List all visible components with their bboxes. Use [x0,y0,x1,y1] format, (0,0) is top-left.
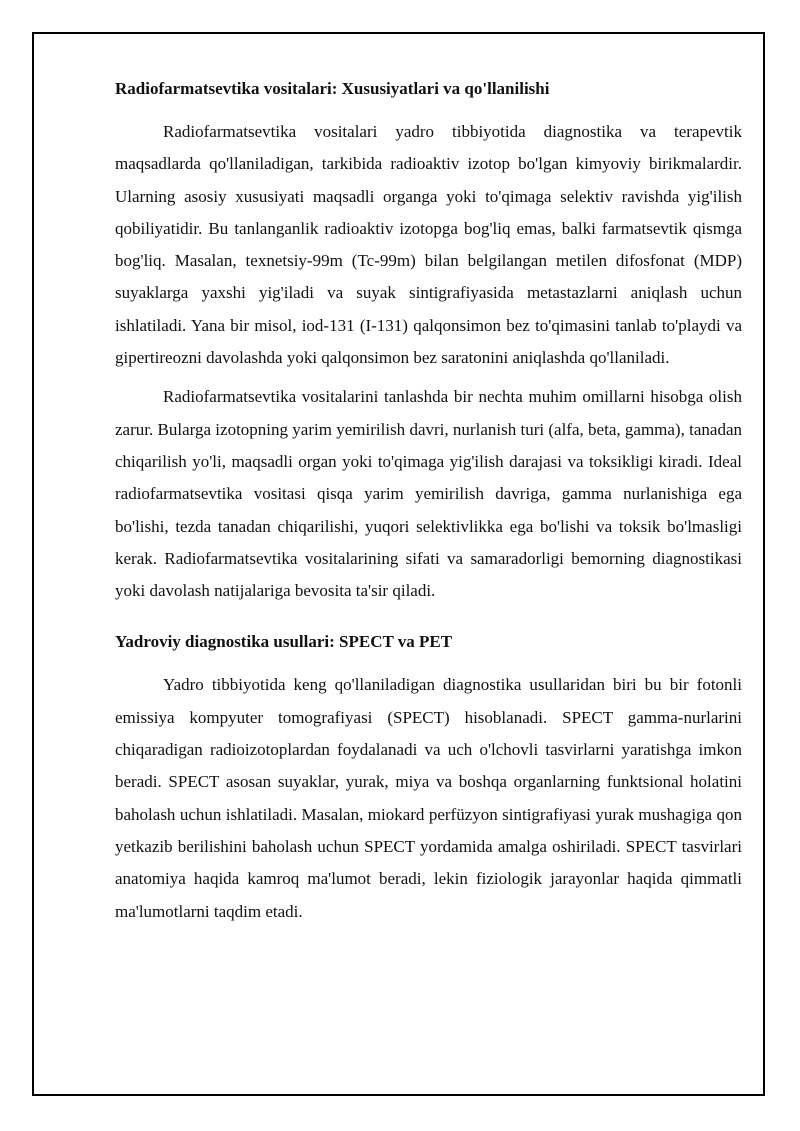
document-body [115,78,742,928]
paragraph: Radiofarmatsevtika vositalarini tanlashda bir nechta muhim omillarni hisobga olish zarur. Bularga izotopning yarim yemirilish davri, nurlanish turi (alfa, beta, gamma), tanadan chiqarilish yo'li, maqsadli organ yoki to'qimaga yig'ilish darajasi va toksikligi kiradi. Ideal radiofarmatsevtika vositasi qisqa yarim yemirilish davriga, gamma nurlanishiga ega bo'lishi, tezda tanadan chiqarilishi, yuqori selektivlikka ega bo'lishi va toksik bo'lmasligi kerak. Radiofarmatsevtika vositalarining sifati va samaradorligi bemorning diagnostikasi yoki davolash natijalariga bevosita ta'sir qiladi. [115,387,742,601]
paragraph: Radiofarmatsevtika vositalari yadro tibbiyotida diagnostika va terapevtik maqsadlarda qo'llaniladigan, tarkibida radioaktiv izotop bo'lgan kimyoviy birikmalardir. Ularning asosiy xususiyati maqsadli organga yoki to'qimaga selektiv ravishda yig'ilish qobiliyatidir. Bu tanlanganlik radioaktiv izotopga bog'liq emas, balki farmatsevtik qismga bog'liq. Masalan, texnetsiy-99m (Tc-99m) bilan belgilangan metilen difosfonat (MDP) suyaklarga yaxshi yig'iladi va suyak sintigrafiyasida metastazlarni aniqlash uchun ishlatiladi. Yana bir misol, iod-131 (I-131) qalqonsimon bez to'qimasini tanlab to'playdi va gipertireozni davolashda yoki qalqonsimon bez saratonini aniqlashda qo'llaniladi. [115,122,742,368]
section-heading-radiopharmaceuticals: Radiofarmatsevtika vositalari: Xususiyatlari va qo'llanilishi [115,79,550,98]
section-heading-spect-pet: Yadroviy diagnostika usullari: SPECT va PET [115,632,453,652]
paragraph: Yadro tibbiyotida keng qo'llaniladigan diagnostika usullaridan biri bu bir fotonli emissiya kompyuter tomografiyasi (SPECT) hisoblanadi. SPECT gamma-nurlarini chiqaradigan radioizotoplardan foydalanadi va uch o'lchovli tasvirlarni yaratishga imkon beradi. SPECT asosan suyaklar, yurak, miya va boshqa organlarning funktsional holatini baholash uchun ishlatiladi. Masalan, miokard perfüzyon sintigrafiyasi yurak mushagiga qon yetkazib berilishini baholash uchun SPECT yordamida amalga oshiriladi. SPECT tasvirlari anatomiya haqida kamroq ma'lumot beradi, lekin fiziologik jarayonlar haqida qimmatli ma'lumotlarni taqdim etadi. [115,675,742,921]
